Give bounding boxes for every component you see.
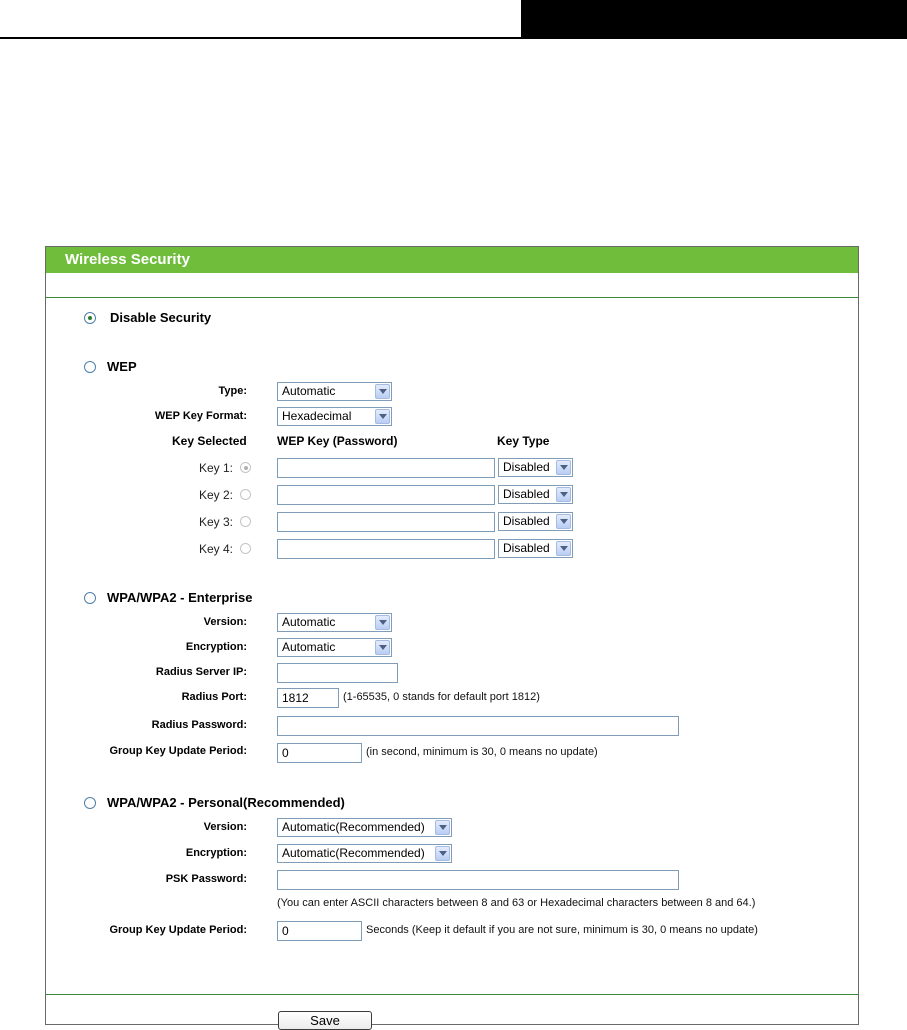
key-1-input[interactable] — [277, 458, 495, 478]
key-4-input[interactable] — [277, 539, 495, 559]
key-4-type-value: Disabled — [503, 541, 550, 555]
wep-key-format-label: WEP Key Format: — [154, 410, 247, 422]
key-3-input[interactable] — [277, 512, 495, 532]
personal-group-key-note: Seconds (Keep it default if you are not sure, minimum is 30, 0 means no update) — [366, 924, 758, 936]
key-1-type-select[interactable] — [498, 458, 573, 477]
radius-ip-label: Radius Server IP: — [155, 666, 247, 678]
wpa-enterprise-label: WPA/WPA2 - Enterprise — [107, 590, 253, 605]
psk-password-label: PSK Password: — [165, 873, 247, 885]
radius-password-label: Radius Password: — [151, 719, 247, 731]
chevron-down-icon — [556, 487, 571, 502]
save-button[interactable]: Save — [278, 1011, 372, 1030]
disable-security-label: Disable Security — [110, 310, 212, 325]
chevron-down-icon — [435, 846, 450, 861]
wpa-personal-radio[interactable] — [84, 797, 96, 809]
enterprise-group-key-input[interactable]: 0 — [277, 743, 362, 763]
radius-port-input[interactable]: 1812 — [277, 688, 339, 708]
enterprise-encryption-value: Automatic — [282, 640, 336, 654]
top-divider — [46, 297, 858, 298]
chevron-down-icon — [435, 820, 450, 835]
enterprise-group-key-label: Group Key Update Period: — [109, 745, 247, 757]
wireless-security-panel — [45, 246, 859, 1028]
key-4-radio[interactable] — [240, 543, 251, 554]
wpa-personal-label: WPA/WPA2 - Personal(Recommended) — [107, 795, 345, 810]
chevron-down-icon — [375, 384, 390, 399]
col-key-type: Key Type — [497, 434, 550, 448]
wep-label: WEP — [107, 359, 137, 374]
key-4-label: Key 4: — [198, 542, 233, 556]
key-3-type-value: Disabled — [503, 514, 550, 528]
psk-password-note: (You can enter ASCII characters between 8 and 63 or Hexadecimal characters between 8 and 64.) — [277, 897, 756, 909]
personal-group-key-input[interactable]: 0 — [277, 921, 362, 941]
personal-version-select[interactable] — [277, 818, 452, 837]
personal-encryption-value: Automatic(Recommended) — [282, 846, 425, 860]
disable-security-radio[interactable] — [84, 312, 96, 324]
radius-password-input[interactable] — [277, 716, 679, 736]
personal-version-value: Automatic(Recommended) — [282, 820, 425, 834]
wpa-enterprise-radio[interactable] — [84, 592, 96, 604]
personal-encryption-label: Encryption: — [185, 847, 247, 859]
key-3-radio[interactable] — [240, 516, 251, 527]
wep-type-label: Type: — [218, 385, 247, 397]
chevron-down-icon — [556, 514, 571, 529]
wep-key-format-select[interactable] — [277, 407, 392, 426]
psk-password-input[interactable] — [277, 870, 679, 890]
wep-key-format-value: Hexadecimal — [282, 409, 352, 423]
radius-ip-input[interactable] — [277, 663, 398, 683]
personal-version-label: Version: — [203, 821, 247, 833]
col-key-selected: Key Selected — [172, 434, 247, 448]
chevron-down-icon — [375, 615, 390, 630]
header-rule — [0, 37, 907, 39]
key-1-type-value: Disabled — [503, 460, 550, 474]
chevron-down-icon — [556, 541, 571, 556]
bottom-divider — [46, 994, 858, 995]
key-3-type-select[interactable] — [498, 512, 573, 531]
personal-group-key-label: Group Key Update Period: — [109, 924, 247, 936]
wep-type-select[interactable] — [277, 382, 392, 401]
wep-radio[interactable] — [84, 361, 96, 373]
enterprise-version-label: Version: — [203, 616, 247, 628]
key-2-type-select[interactable] — [498, 485, 573, 504]
key-4-type-select[interactable] — [498, 539, 573, 558]
chevron-down-icon — [556, 460, 571, 475]
key-2-label: Key 2: — [198, 488, 233, 502]
personal-encryption-select[interactable] — [277, 844, 452, 863]
enterprise-encryption-select[interactable] — [277, 638, 392, 657]
key-3-label: Key 3: — [198, 515, 233, 529]
key-1-label: Key 1: — [198, 461, 233, 475]
chevron-down-icon — [375, 409, 390, 424]
key-2-radio[interactable] — [240, 489, 251, 500]
enterprise-group-key-note: (in second, minimum is 30, 0 means no update) — [366, 746, 598, 758]
panel-title: Wireless Security — [46, 247, 858, 273]
header-black-bar — [521, 0, 907, 37]
radius-port-note: (1-65535, 0 stands for default port 1812) — [343, 691, 540, 703]
key-1-radio[interactable] — [240, 462, 251, 473]
chevron-down-icon — [375, 640, 390, 655]
key-2-type-value: Disabled — [503, 487, 550, 501]
col-wep-key: WEP Key (Password) — [277, 434, 398, 448]
enterprise-encryption-label: Encryption: — [185, 641, 247, 653]
enterprise-version-value: Automatic — [282, 615, 336, 629]
radius-port-label: Radius Port: — [181, 691, 247, 703]
wep-type-value: Automatic — [282, 384, 336, 398]
key-2-input[interactable] — [277, 485, 495, 505]
enterprise-version-select[interactable] — [277, 613, 392, 632]
